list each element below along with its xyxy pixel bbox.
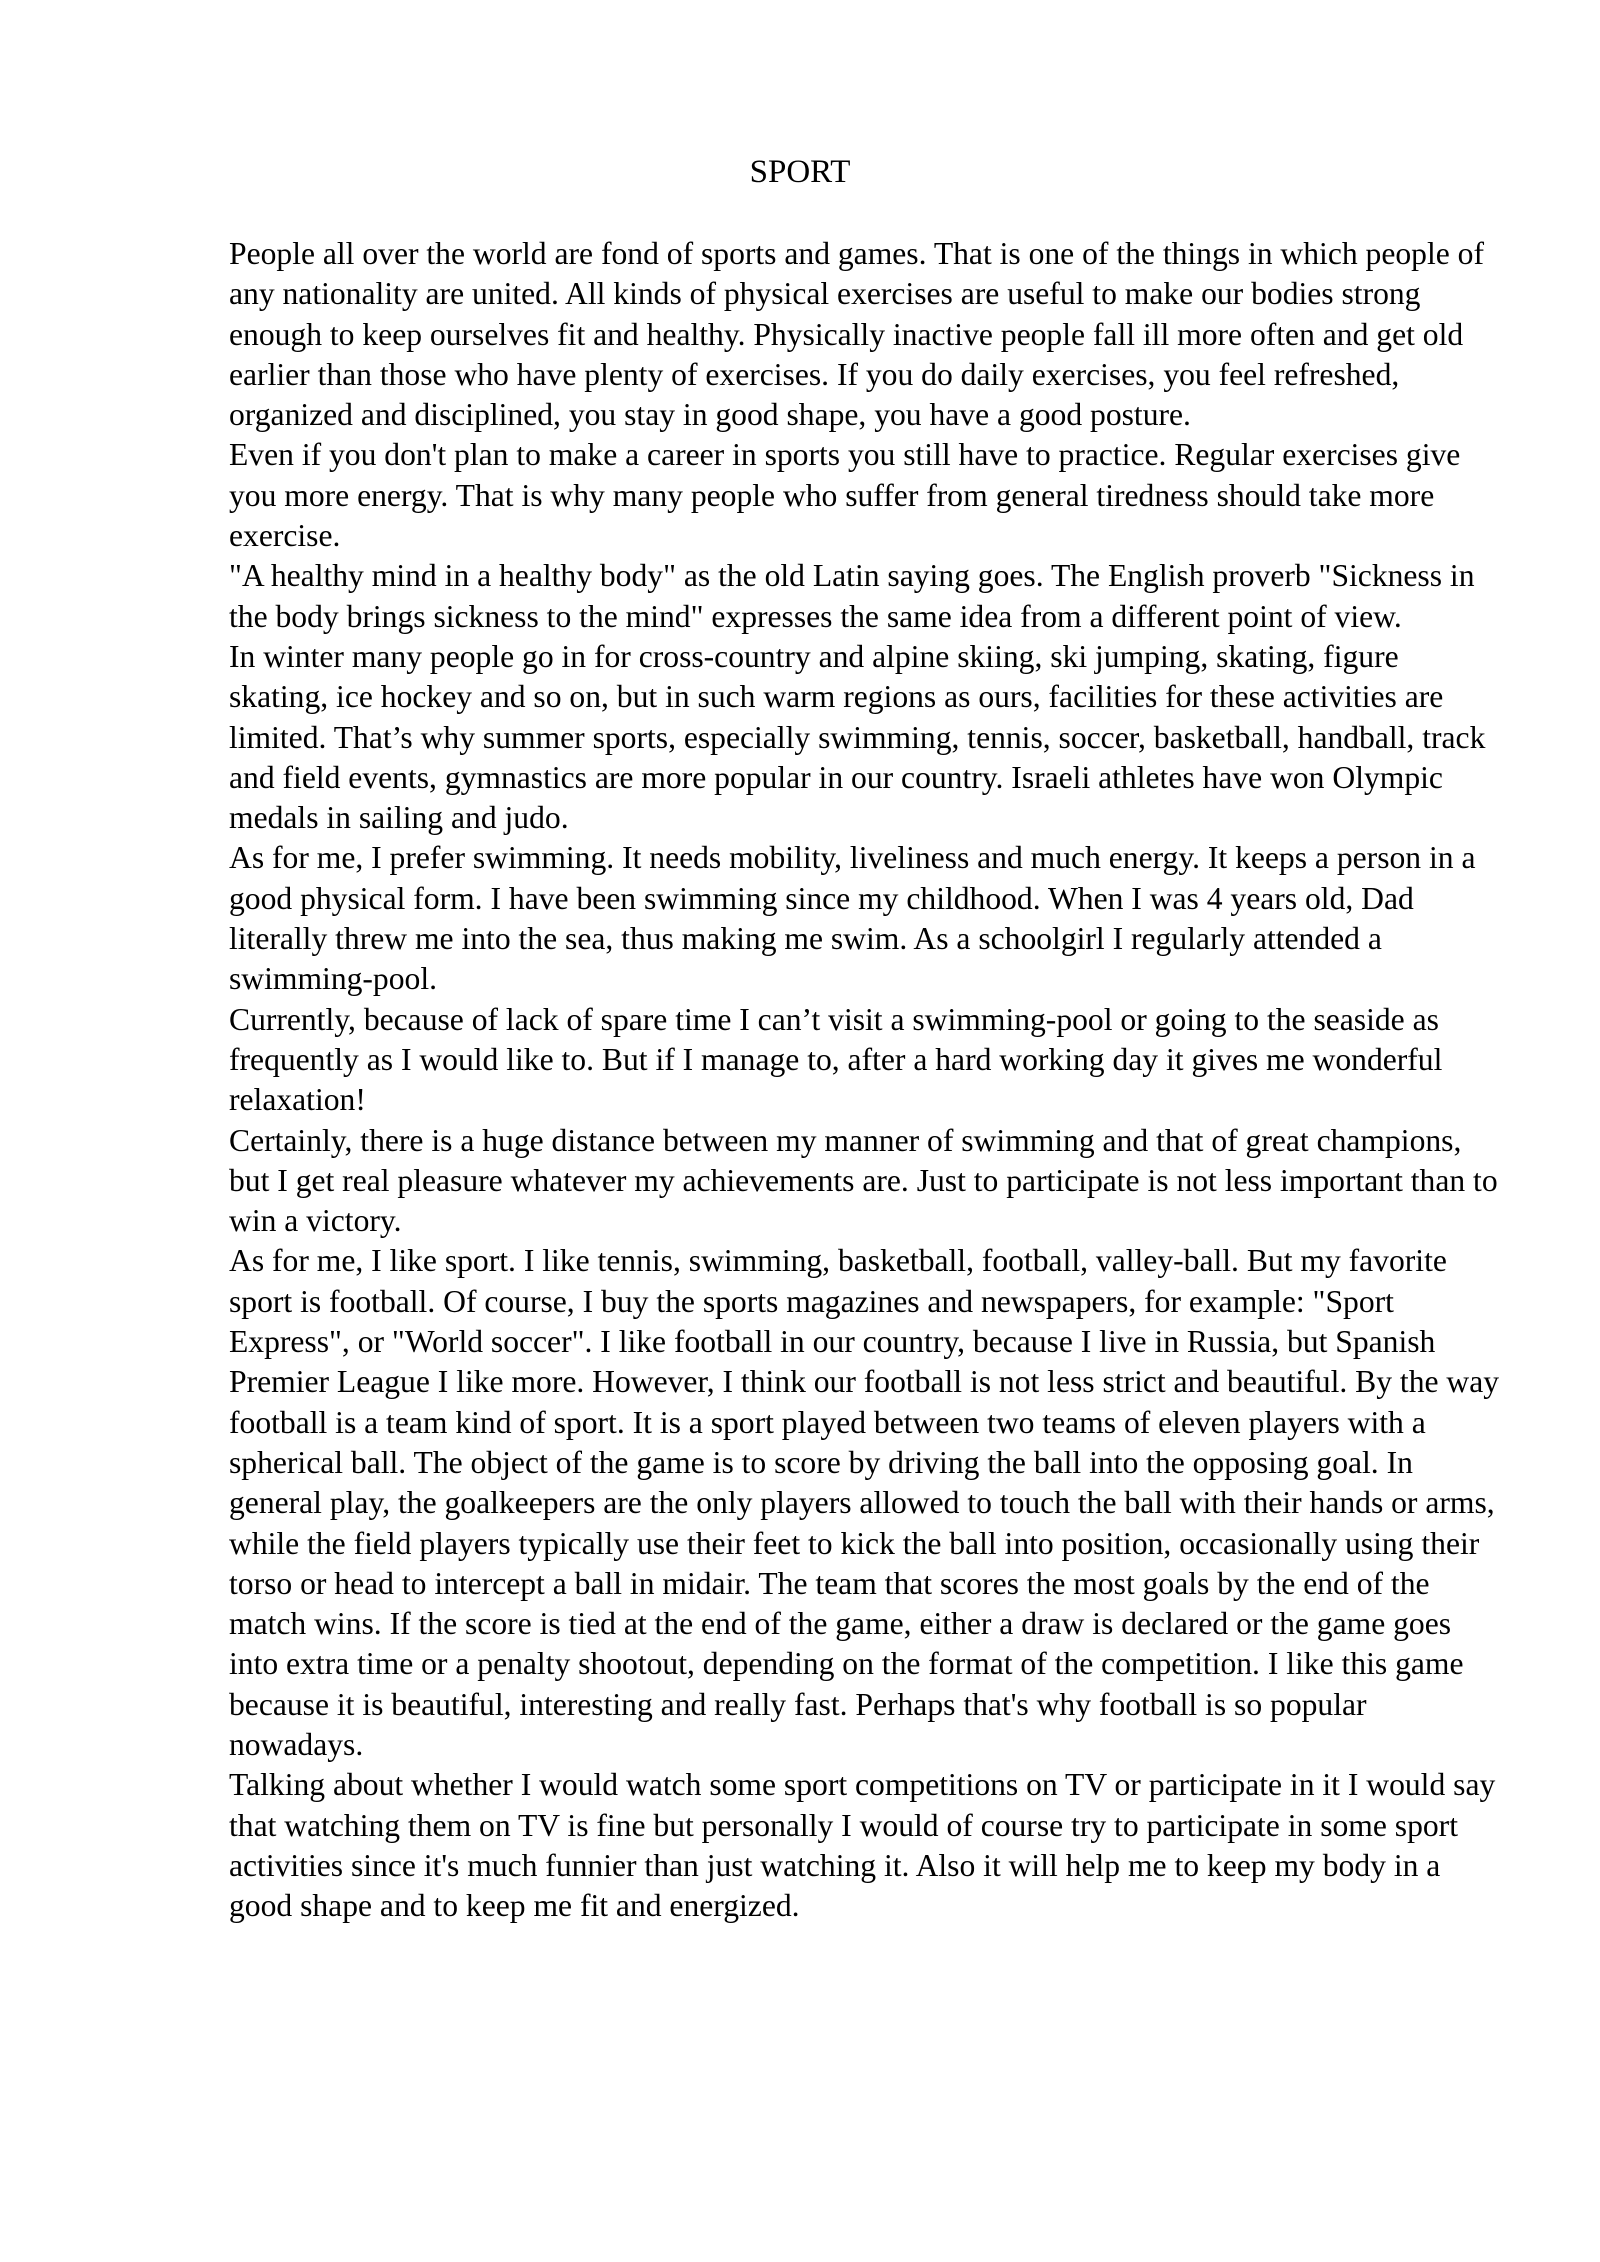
paragraph-winter-sports: In winter many people go in for cross-country and alpine skiing, ski jumping, skating, figure skating, ice hockey and so on, but in such warm regions as ours, facilities for these activities are limited. That’s why summer sports, especially swimming, tennis, soccer, basketball, handball, track and field events, gymnastics are more popular in our country. Israeli athletes have won Olympic medals in sailing and judo. (229, 638, 1486, 836)
paragraph-conclusion: Talking about whether I would watch some sport competitions on TV or participate in it I would say that watching them on TV is fine but personally I would of course try to participate in some sport activities since it's much funnier than just watching it. Also it will help me to keep my body in a good shape and to keep me fit and energized. (229, 1767, 1496, 1924)
paragraph-football: As for me, I like sport. I like tennis, swimming, basketball, football, valley-ball. But my favorite sport is football. Of course, I buy the sports magazines and newspapers, for example: "Sport Express", or "World soccer". I like football in our country, because I live in Russia, but Spanish Premier League I like more. However, I think our football is not less strict and beautiful. By the way football is a team kind of sport. It is a sport played between two teams of eleven players with a spherical ball. The object of the game is to score by driving the ball into the opposing goal. In general play, the goalkeepers are the only players allowed to touch the ball with their hands or arms, while the field players typically use their feet to kick the ball into position, occasionally using their torso or head to intercept a ball in midair. The team that scores the most goals by the end of the match wins. If the score is tied at the end of the game, either a draw is declared or the game goes into extra time or a penalty shootout, depending on the format of the competition. I like this game because it is beautiful, interesting and really fast. Perhaps that's why football is so popular nowadays. (229, 1243, 1500, 1762)
paragraph-spare-time: Currently, because of lack of spare time I can’t visit a swimming-pool or going to the seaside as frequently as I would like to. But if I manage to, after a hard working day it gives me wonderful relaxation! (229, 1001, 1443, 1118)
paragraph-champions: Certainly, there is a huge distance between my manner of swimming and that of great champions, but I get real pleasure whatever my achievements are. Just to participate is not less important than to win a victory. (229, 1122, 1498, 1239)
paragraph-healthy-mind: "A healthy mind in a healthy body" as the old Latin saying goes. The English proverb "Sickness in the body brings sickness to the mind" expresses the same idea from a different point of view. (229, 558, 1475, 634)
paragraph-swimming: As for me, I prefer swimming. It needs mobility, liveliness and much energy. It keeps a person in a good physical form. I have been swimming since my childhood. When I was 4 years old, Dad literally threw me into the sea, thus making me swim. As a schoolgirl I regularly attended a swimming-pool. (229, 840, 1476, 997)
paragraph-practice: Even if you don't plan to make a career in sports you still have to practice. Regular exercises give you more energy. That is why many people who suffer from general tiredness should take more exercise. (229, 437, 1461, 554)
paragraph-intro: People all over the world are fond of sports and games. That is one of the things in which people of any nationality are united. All kinds of physical exercises are useful to make our bodies strong enough to keep ourselves fit and healthy. Physically inactive people fall ill more often and get old earlier than those who have plenty of exercises. If you do daily exercises, you feel refreshed, organized and disciplined, you stay in good shape, you have a good posture. (229, 236, 1484, 433)
document-title: SPORT (749, 154, 851, 190)
document-body (229, 234, 1504, 1926)
